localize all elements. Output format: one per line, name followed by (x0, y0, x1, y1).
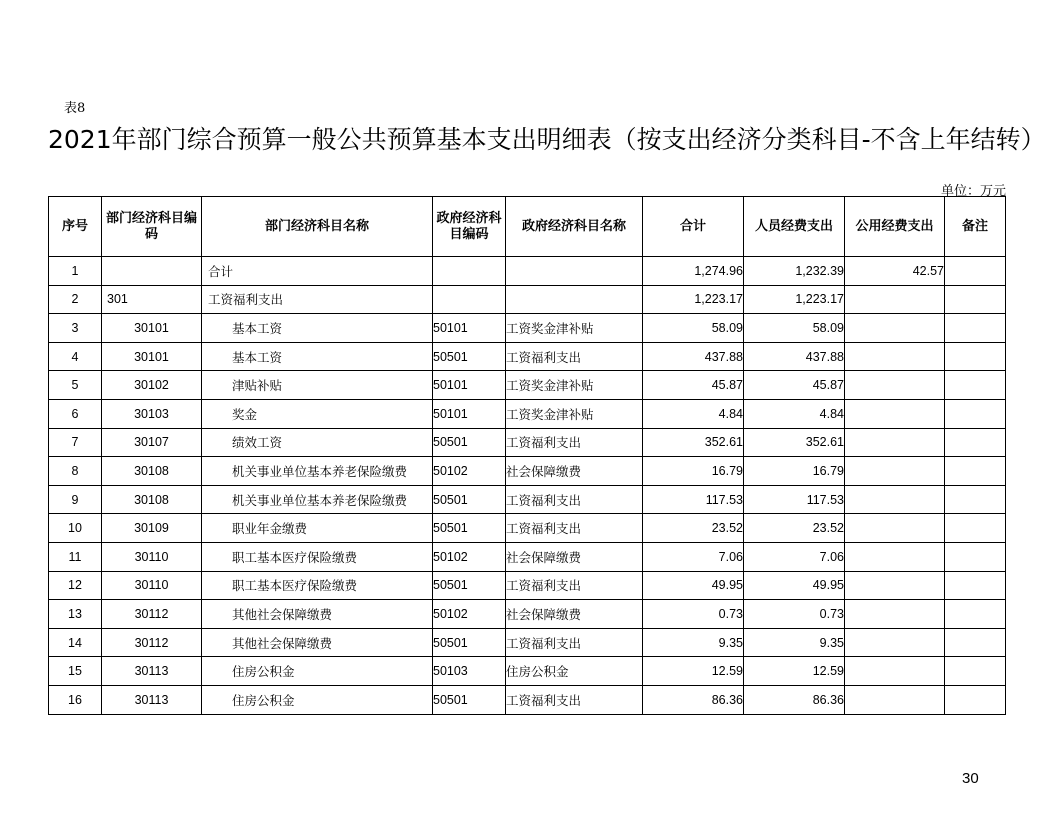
cell-gov-name: 社会保障缴费 (506, 542, 643, 571)
cell-gov-code: 50101 (433, 314, 506, 343)
cell-dept-code: 30103 (102, 399, 202, 428)
cell-gov-name: 社会保障缴费 (506, 600, 643, 629)
cell-total: 1,223.17 (643, 285, 744, 314)
cell-public (845, 685, 945, 714)
cell-personnel: 7.06 (744, 542, 845, 571)
table-row (49, 428, 1006, 457)
cell-gov-code (433, 285, 506, 314)
table-row (49, 685, 1006, 714)
cell-gov-code: 50102 (433, 542, 506, 571)
cell-dept-code: 30109 (102, 514, 202, 543)
cell-dept-name: 其他社会保障缴费 (202, 600, 433, 629)
column-header-personnel: 人员经费支出 (744, 197, 845, 257)
cell-public (845, 542, 945, 571)
cell-dept-code: 30113 (102, 685, 202, 714)
cell-gov-name: 住房公积金 (506, 657, 643, 686)
cell-dept-name: 合计 (202, 257, 433, 286)
table-row (49, 342, 1006, 371)
column-header-total: 合计 (643, 197, 744, 257)
cell-gov-name: 社会保障缴费 (506, 457, 643, 486)
cell-seq: 12 (49, 571, 102, 600)
cell-dept-code: 30110 (102, 542, 202, 571)
cell-public (845, 371, 945, 400)
cell-note (945, 314, 1006, 343)
cell-public (845, 657, 945, 686)
column-header-public: 公用经费支出 (845, 197, 945, 257)
cell-total: 7.06 (643, 542, 744, 571)
cell-seq: 4 (49, 342, 102, 371)
table-body (49, 257, 1006, 715)
cell-gov-code: 50501 (433, 342, 506, 371)
cell-note (945, 428, 1006, 457)
cell-gov-name (506, 257, 643, 286)
cell-gov-code: 50501 (433, 685, 506, 714)
column-header-dept-code: 部门经济科目编码 (102, 197, 202, 257)
cell-personnel: 58.09 (744, 314, 845, 343)
cell-dept-code: 30113 (102, 657, 202, 686)
cell-public (845, 457, 945, 486)
cell-dept-code: 30112 (102, 628, 202, 657)
cell-dept-name: 住房公积金 (202, 685, 433, 714)
cell-gov-name (506, 285, 643, 314)
cell-gov-code: 50501 (433, 571, 506, 600)
cell-gov-name: 工资福利支出 (506, 342, 643, 371)
cell-personnel: 0.73 (744, 600, 845, 629)
table-row (49, 571, 1006, 600)
cell-seq: 5 (49, 371, 102, 400)
cell-personnel: 4.84 (744, 399, 845, 428)
cell-gov-code: 50501 (433, 628, 506, 657)
cell-dept-code: 30108 (102, 457, 202, 486)
cell-seq: 1 (49, 257, 102, 286)
cell-dept-name: 住房公积金 (202, 657, 433, 686)
cell-total: 49.95 (643, 571, 744, 600)
cell-gov-name: 工资福利支出 (506, 571, 643, 600)
cell-seq: 10 (49, 514, 102, 543)
table-row (49, 399, 1006, 428)
cell-dept-code: 30101 (102, 342, 202, 371)
column-header-seq: 序号 (49, 197, 102, 257)
cell-personnel: 45.87 (744, 371, 845, 400)
budget-table (48, 196, 1006, 715)
cell-total: 45.87 (643, 371, 744, 400)
cell-dept-code: 30107 (102, 428, 202, 457)
cell-seq: 3 (49, 314, 102, 343)
table-row (49, 257, 1006, 286)
table-row (49, 485, 1006, 514)
cell-public (845, 628, 945, 657)
cell-personnel: 117.53 (744, 485, 845, 514)
cell-personnel: 49.95 (744, 571, 845, 600)
cell-note (945, 571, 1006, 600)
cell-public (845, 314, 945, 343)
cell-dept-name: 职工基本医疗保险缴费 (202, 542, 433, 571)
cell-gov-name: 工资福利支出 (506, 514, 643, 543)
cell-dept-name: 工资福利支出 (202, 285, 433, 314)
cell-personnel: 23.52 (744, 514, 845, 543)
table-row (49, 514, 1006, 543)
cell-seq: 6 (49, 399, 102, 428)
cell-gov-name: 工资福利支出 (506, 428, 643, 457)
cell-dept-code: 30102 (102, 371, 202, 400)
page-number: 30 (962, 770, 979, 787)
cell-public (845, 571, 945, 600)
cell-public (845, 399, 945, 428)
cell-total: 58.09 (643, 314, 744, 343)
cell-personnel: 1,223.17 (744, 285, 845, 314)
cell-gov-code (433, 257, 506, 286)
cell-note (945, 457, 1006, 486)
cell-dept-name: 奖金 (202, 399, 433, 428)
cell-note (945, 285, 1006, 314)
cell-note (945, 685, 1006, 714)
cell-public: 42.57 (845, 257, 945, 286)
cell-seq: 2 (49, 285, 102, 314)
table-header-row (49, 197, 1006, 257)
table-row (49, 371, 1006, 400)
cell-public (845, 342, 945, 371)
cell-gov-code: 50501 (433, 514, 506, 543)
cell-gov-code: 50102 (433, 457, 506, 486)
cell-seq: 8 (49, 457, 102, 486)
cell-dept-name: 其他社会保障缴费 (202, 628, 433, 657)
column-header-note: 备注 (945, 197, 1006, 257)
cell-seq: 15 (49, 657, 102, 686)
cell-dept-code: 301 (102, 285, 202, 314)
cell-gov-name: 工资奖金津补贴 (506, 399, 643, 428)
cell-personnel: 86.36 (744, 685, 845, 714)
table-label: 表8 (64, 101, 86, 116)
column-header-dept-name: 部门经济科目名称 (202, 197, 433, 257)
cell-dept-code: 30101 (102, 314, 202, 343)
cell-dept-code (102, 257, 202, 286)
cell-note (945, 485, 1006, 514)
cell-total: 4.84 (643, 399, 744, 428)
cell-total: 12.59 (643, 657, 744, 686)
cell-gov-code: 50501 (433, 428, 506, 457)
cell-public (845, 600, 945, 629)
cell-personnel: 12.59 (744, 657, 845, 686)
cell-seq: 7 (49, 428, 102, 457)
cell-seq: 16 (49, 685, 102, 714)
cell-dept-name: 机关事业单位基本养老保险缴费 (202, 457, 433, 486)
cell-total: 352.61 (643, 428, 744, 457)
cell-gov-code: 50103 (433, 657, 506, 686)
cell-public (845, 285, 945, 314)
cell-gov-name: 工资福利支出 (506, 628, 643, 657)
cell-note (945, 514, 1006, 543)
page-title: 2021年部门综合预算一般公共预算基本支出明细表（按支出经济分类科目-不含上年结转） (48, 125, 1046, 154)
cell-personnel: 437.88 (744, 342, 845, 371)
cell-seq: 14 (49, 628, 102, 657)
cell-note (945, 628, 1006, 657)
cell-public (845, 428, 945, 457)
cell-personnel: 1,232.39 (744, 257, 845, 286)
cell-gov-name: 工资福利支出 (506, 685, 643, 714)
cell-note (945, 600, 1006, 629)
cell-note (945, 371, 1006, 400)
cell-gov-code: 50501 (433, 485, 506, 514)
cell-total: 0.73 (643, 600, 744, 629)
cell-public (845, 514, 945, 543)
cell-personnel: 16.79 (744, 457, 845, 486)
cell-gov-code: 50102 (433, 600, 506, 629)
cell-total: 9.35 (643, 628, 744, 657)
cell-dept-code: 30108 (102, 485, 202, 514)
cell-note (945, 399, 1006, 428)
cell-dept-code: 30112 (102, 600, 202, 629)
cell-dept-name: 基本工资 (202, 314, 433, 343)
cell-dept-name: 绩效工资 (202, 428, 433, 457)
cell-gov-code: 50101 (433, 371, 506, 400)
cell-total: 23.52 (643, 514, 744, 543)
cell-total: 86.36 (643, 685, 744, 714)
cell-seq: 9 (49, 485, 102, 514)
table-row (49, 657, 1006, 686)
table-row (49, 628, 1006, 657)
cell-note (945, 542, 1006, 571)
cell-total: 16.79 (643, 457, 744, 486)
cell-total: 1,274.96 (643, 257, 744, 286)
cell-total: 437.88 (643, 342, 744, 371)
cell-seq: 11 (49, 542, 102, 571)
table-row (49, 457, 1006, 486)
cell-dept-name: 职工基本医疗保险缴费 (202, 571, 433, 600)
cell-dept-name: 职业年金缴费 (202, 514, 433, 543)
cell-personnel: 352.61 (744, 428, 845, 457)
cell-note (945, 257, 1006, 286)
cell-gov-name: 工资奖金津补贴 (506, 314, 643, 343)
table-row (49, 285, 1006, 314)
column-header-gov-name: 政府经济科目名称 (506, 197, 643, 257)
cell-dept-name: 津贴补贴 (202, 371, 433, 400)
cell-dept-code: 30110 (102, 571, 202, 600)
column-header-gov-code: 政府经济科目编码 (433, 197, 506, 257)
cell-personnel: 9.35 (744, 628, 845, 657)
table-row (49, 542, 1006, 571)
table-row (49, 600, 1006, 629)
cell-note (945, 657, 1006, 686)
cell-gov-name: 工资福利支出 (506, 485, 643, 514)
cell-seq: 13 (49, 600, 102, 629)
cell-gov-name: 工资奖金津补贴 (506, 371, 643, 400)
table-row (49, 314, 1006, 343)
cell-note (945, 342, 1006, 371)
cell-gov-code: 50101 (433, 399, 506, 428)
unit-label: 单位：万元 (940, 184, 1006, 199)
cell-dept-name: 机关事业单位基本养老保险缴费 (202, 485, 433, 514)
cell-public (845, 485, 945, 514)
cell-total: 117.53 (643, 485, 744, 514)
cell-dept-name: 基本工资 (202, 342, 433, 371)
